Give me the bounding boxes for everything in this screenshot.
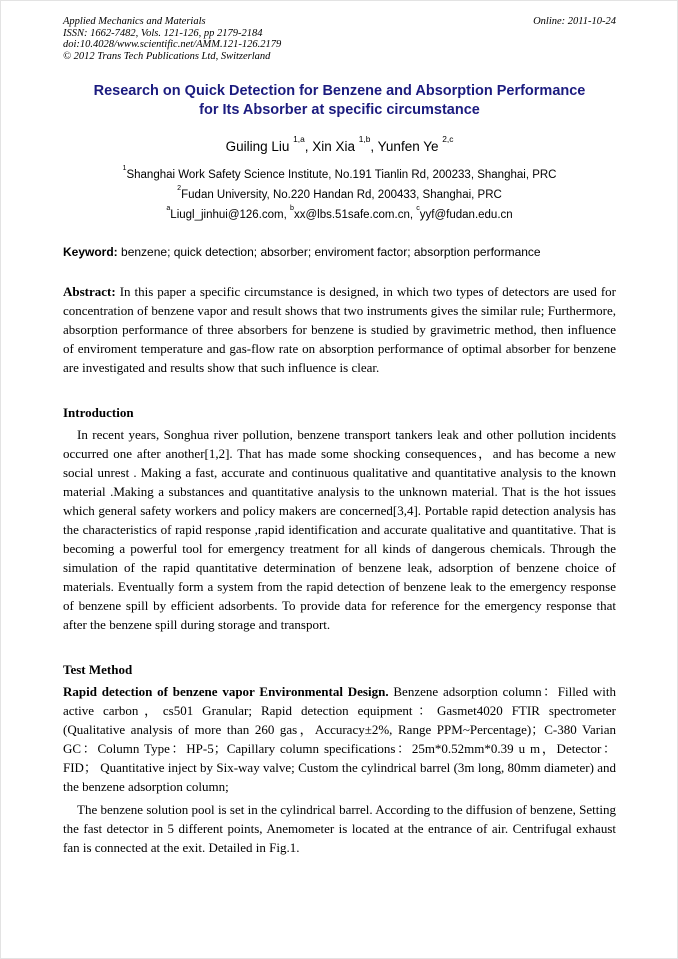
- email-sup: b: [290, 204, 294, 213]
- email-address: Liugl_jinhui@126.com,: [170, 209, 291, 222]
- affiliation-sup: 2: [177, 184, 182, 193]
- copyright-line: © 2012 Trans Tech Publications Ltd, Switzerland: [63, 50, 271, 62]
- author-name: Guiling Liu: [225, 139, 294, 155]
- test-method-text: Benzene adsorption column：Filled with active carbon，cs501 Granular; Rapid detection equipment：Gasmet4020 FTIR spectrometer (Qualitative analysis of more than 260 gas，Accuracy±2%, Range PPM~Percentage)；C-380 Varian GC：Column Type：HP-5；Capillary column specifications：25m*0.52mm*0.39 u m，Detector：FID； Quantitative inject by Six-way valve; Custom the cylindrical barrel (3m long, 80mm diameter) and the benzene adsorption column;: [63, 684, 616, 795]
- email-sup: a: [166, 204, 171, 213]
- affiliation-text: Shanghai Work Safety Science Institute, No.191 Tianlin Rd, 200233, Shanghai, PRC: [126, 169, 557, 182]
- author-affil-sup: 2,c: [442, 134, 454, 145]
- author-emails: [63, 204, 616, 222]
- affiliation-text: Fudan University, No.220 Handan Rd, 200433, Shanghai, PRC: [181, 189, 502, 202]
- keyword-text: benzene; quick detection; absorber; enviroment factor; absorption performance: [117, 245, 541, 260]
- abstract-text: In this paper a specific circumstance is designed, in which two types of detectors are used for concentration of benzene vapor and result shows that two instruments gives the similar rule; Furthermore, absorption performance of three absorbers for benzene is studied by gravimetric method, then influence of enviroment temperature and gas-flow rate on absorption performance of optimal absorber for benzene are investigated and results show that such influence is clear.: [63, 284, 616, 376]
- affiliation-2: [63, 184, 616, 202]
- author-affil-sup: 1,b: [358, 134, 371, 145]
- email-sup: c: [416, 204, 420, 213]
- keyword-line: [63, 244, 616, 260]
- journal-header: [63, 16, 616, 62]
- section-heading-introduction: Introduction: [63, 405, 134, 421]
- online-date: Online: 2011-10-24: [533, 16, 616, 27]
- paper-title: [63, 82, 616, 120]
- test-method-paragraph-1: [63, 682, 616, 796]
- issn-line: ISSN: 1662-7482, Vols. 121-126, pp 2179-2184: [63, 27, 263, 39]
- journal-info-block: [63, 16, 281, 62]
- section-heading-test-method: Test Method: [63, 662, 133, 678]
- keyword-label: Keyword:: [63, 245, 118, 260]
- affiliation-sup: 1: [122, 164, 127, 173]
- author-name: , Xin Xia: [304, 139, 359, 155]
- email-address: xx@lbs.51safe.com.cn,: [293, 209, 417, 222]
- abstract-paragraph: [63, 282, 616, 377]
- paper-title-line-1: Research on Quick Detection for Benzene and Absorption Performance: [93, 83, 586, 100]
- email-address: yyf@fudan.edu.cn: [419, 209, 513, 222]
- doi-line: doi:10.4028/www.scientific.net/AMM.121-126.2179: [63, 39, 282, 51]
- test-method-lead: Rapid detection of benzene vapor Environmental Design.: [63, 684, 389, 700]
- abstract-label: Abstract:: [63, 284, 116, 300]
- test-method-paragraph-2: The benzene solution pool is set in the cylindrical barrel. According to the diffusion of benzene, Setting the fast detector in 5 different points, Anemometer is located at the entrance of air. Centrifugal exhaust fan is connected at the exit. Detailed in Fig.1.: [63, 802, 616, 856]
- affiliation-1: [63, 164, 616, 182]
- introduction-paragraph: In recent years, Songhua river pollution, benzene transport tankers leak and other pollution incidents occurred one after another[1,2]. That has made some shocking consequences，and has become a new social unrest . Making a fast, accurate and continuous qualitative and quantitative analysis to the known material .Making a substances and quantitative analysis to the unknown material. That is the hot issues which general safety workers and policy makers are concerned[3,4]. Portable rapid detection analysis has the characteristics of rapid response ,rapid identification and accurate qualitative and quantitative. That is becoming a powerful tool for emergency treatment for all kinds of dangerous chemicals. Through the simulation of the rapid quantitative determination of benzene leak, adsorption of benzene choice of materials. Eventually form a system from the rapid detection of benzene leak to the emergency response of benzene spill by efficient adsorbents. To provide data for reference for the emergency response that after the benzene spill during storage and transport.: [63, 427, 616, 633]
- paper-title-line-2: for Its Absorber at specific circumstance: [199, 102, 480, 119]
- author-byline: [63, 134, 616, 155]
- author-name: , Yunfen Ye: [370, 139, 443, 155]
- author-affil-sup: 1,a: [293, 134, 305, 145]
- journal-name: Applied Mechanics and Materials: [63, 16, 206, 27]
